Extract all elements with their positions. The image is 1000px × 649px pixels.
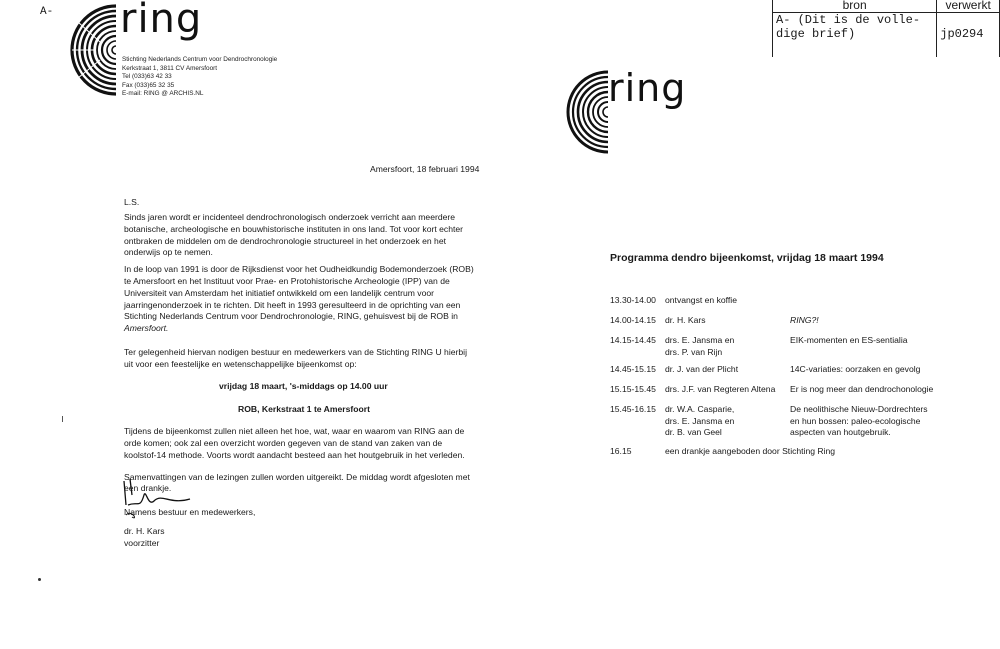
address-line: Fax (033)65 32 35 xyxy=(122,81,175,89)
event-location: ROB, Kerkstraat 1 te Amersfoort xyxy=(238,404,370,415)
verwerkt-header: verwerkt xyxy=(937,0,1000,13)
program-topic: Er is nog meer dan dendrochonologie xyxy=(790,384,934,394)
bron-cell xyxy=(773,13,937,58)
program-speaker: ontvangst en koffie xyxy=(665,295,737,305)
program-topic: RING?! xyxy=(790,315,819,325)
address-line: Tel (033)63 42 33 xyxy=(122,73,172,81)
program-speaker xyxy=(665,404,734,439)
program-topic: 14C-variaties: oorzaken en gevolg xyxy=(790,364,921,374)
program-speaker: drs. J.F. van Regteren Altena xyxy=(665,384,776,394)
speaker-line: drs. P. van Rijn xyxy=(665,346,723,357)
bron-line: dige brief) xyxy=(776,27,856,41)
speaker-line: dr. W.A. Casparie, xyxy=(665,404,735,414)
program-time: 16.15 xyxy=(610,446,632,456)
ring-logo-icon xyxy=(60,2,122,98)
program-topic xyxy=(790,404,928,439)
program-time: 15.45-16.15 xyxy=(610,404,656,414)
program-time: 13.30-14.00 xyxy=(610,295,656,305)
signature-image xyxy=(118,475,208,525)
speaker-line: dr. B. van Geel xyxy=(665,427,722,437)
logo-wordmark: ring xyxy=(608,66,687,110)
program-time: 15.15-15.45 xyxy=(610,384,656,394)
program-speaker xyxy=(665,335,734,358)
bron-header: bron xyxy=(773,0,937,13)
bron-line: A- (Dit is de volle- xyxy=(776,13,921,27)
signer-name: dr. H. Kars xyxy=(124,526,165,536)
program-title: Programma dendro bijeenkomst, vrijdag 18 maart 1994 xyxy=(610,252,884,264)
address-line: E-mail: RING @ ARCHIS.NL xyxy=(122,90,204,98)
program-speaker: een drankje aangeboden door Stichting Ring xyxy=(665,446,836,456)
paragraph: Amersfoort. xyxy=(124,323,169,334)
scan-speck xyxy=(38,578,41,581)
address-line: Stichting Nederlands Centrum voor Dendrochronologie xyxy=(122,56,278,63)
program-topic: EIK-momenten en ES-sentialia xyxy=(790,335,908,345)
address-line: Kerkstraat 1, 3811 CV Amersfoort xyxy=(122,64,218,72)
program-speaker: dr. J. van der Plicht xyxy=(665,364,739,374)
letter-date: Amersfoort, 18 februari 1994 xyxy=(370,164,480,174)
verwerkt-value: jp0294 xyxy=(940,27,984,41)
topic-line: aspecten van houtgebruik. xyxy=(790,427,891,437)
program-time: 14.45-15.15 xyxy=(610,364,656,374)
verwerkt-cell xyxy=(937,13,1000,58)
event-date: vrijdag 18 maart, 's-middags op 14.00 uur xyxy=(219,380,388,391)
paragraph: Ter gelegenheid hiervan nodigen bestuur en medewerkers van de Stichting RING U hierbij uit voor een feestelijke en wetenschappelijke bijeenkomst op: xyxy=(124,346,467,369)
paragraph: In de loop van 1991 is door de Rijksdienst voor het Oudheidkundig Bodemonderzoek (ROB) te Amersfoort en het Instituut voor Prae- en Protohistorische Archeologie (IPP) van de Universiteit van Amsterdam het initiatief ontwikkeld om een landelijk centrum voor jaarringenonderzoek in te richten. Dit heeft in 1993 geresulteerd in de oprichting van een Stichting Nederlands Centrum voor Dendrochronologie, RING, gehuisvest bij de ROB in xyxy=(124,264,474,322)
program-time: 14.00-14.15 xyxy=(610,315,656,325)
program-time: 14.15-14.45 xyxy=(610,335,656,345)
topic-line: De neolithische Nieuw-Dordrechters xyxy=(790,404,928,414)
letter-body xyxy=(124,212,474,519)
salutation: L.S. xyxy=(124,197,140,207)
closing: Namens bestuur en medewerkers, xyxy=(124,507,256,518)
paragraph: Tijdens de bijeenkomst zullen niet alleen het hoe, wat, waar en waarom van RING aan de orde komen; ook zal een overzicht worden gegeven van de stand van zaken van de koolstof-14 methode. Voorts wordt aandacht besteed aan het houtgebruik in het verleden. xyxy=(124,426,465,460)
signer-title: voorzitter xyxy=(124,538,160,548)
program-row xyxy=(610,295,656,307)
paragraph: Sinds jaren wordt er incidenteel dendrochronologisch onderzoek verricht aan meerdere botanische, archeologische en bouwhistorische instituten in ons land. Tot voor kort echter ontbraken de middelen om de dendrochronologie structureel in het onderzoek en het onderwijs op te nemen. xyxy=(124,212,464,258)
speaker-line: drs. E. Jansma en xyxy=(665,335,735,345)
sender-address xyxy=(122,56,277,99)
program-speaker: dr. H. Kars xyxy=(665,315,706,325)
scan-speck xyxy=(62,416,63,422)
ring-logo-icon xyxy=(552,70,612,154)
logo-wordmark: ring xyxy=(120,0,203,42)
speaker-line: drs. E. Jansma en xyxy=(665,415,735,426)
paragraph: Samenvattingen van de lezingen zullen worden uitgereikt. De middag wordt afgesloten met een drankje. xyxy=(124,471,470,494)
bron-verwerkt-table xyxy=(772,0,1000,57)
annotation-mark: A- xyxy=(40,6,54,18)
topic-line: en hun bossen: paleo-ecologische xyxy=(790,415,921,426)
